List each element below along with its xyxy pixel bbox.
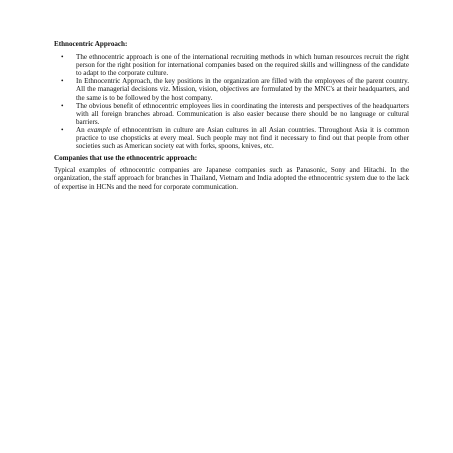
companies-paragraph: Typical examples of ethnocentric companies are Japanese companies such as Panasonic, Sony and Hitachi. In the organization, the staff approach for branches in Thailand, Vietnam and India adopted the ethnocentric system due to the lack of expertise in HCNs and the need for corporate communication. xyxy=(54,166,409,191)
bullet-text: The ethnocentric approach is one of the international recruiting methods in which human resources recruit the right person for the right position for international companies based on the required skills and willingness of the candidate to adapt to the corporate culture. xyxy=(76,53,409,78)
section-heading-companies: Companies that use the ethnocentric approach: xyxy=(54,154,198,163)
bullet-icon: • xyxy=(61,53,64,62)
bullet-item-example xyxy=(54,126,409,150)
bullet-text: The obvious benefit of ethnocentric employees lies in coordinating the interests and perspectives of the headquarters with all foreign branches abroad. Communication is also easier because there should be no language or cultural barriers. xyxy=(76,101,409,126)
bullet-text-after: of ethnocentrism in culture are Asian cultures in all Asian countries. Throughout Asia it is common practice to use chopsticks at every meal. Such people may not find it necessary to find out that people from other societies such as American society eat with forks, spoons, knives, etc. xyxy=(76,125,409,151)
bullet-list xyxy=(54,53,409,150)
bullet-text: In Ethnocentric Approach, the key positions in the organization are filled with the employees of the parent country. All the managerial decisions viz. Mission, vision, objectives are formulated by the MNC's at their headquarters, and the same is to be followed by the host company. xyxy=(76,77,409,102)
bullet-icon: • xyxy=(61,125,64,134)
bullet-icon: • xyxy=(61,77,64,86)
bullet-item-key-positions xyxy=(54,77,409,101)
document-page xyxy=(54,40,409,191)
bullet-text-emphasis: example xyxy=(87,125,112,134)
bullet-text-before: An xyxy=(76,125,88,134)
section-heading-ethnocentric-approach: Ethnocentric Approach: xyxy=(54,40,128,48)
bullet-icon: • xyxy=(61,101,64,110)
bullet-item-definition xyxy=(54,53,409,77)
bullet-item-benefit xyxy=(54,102,409,126)
